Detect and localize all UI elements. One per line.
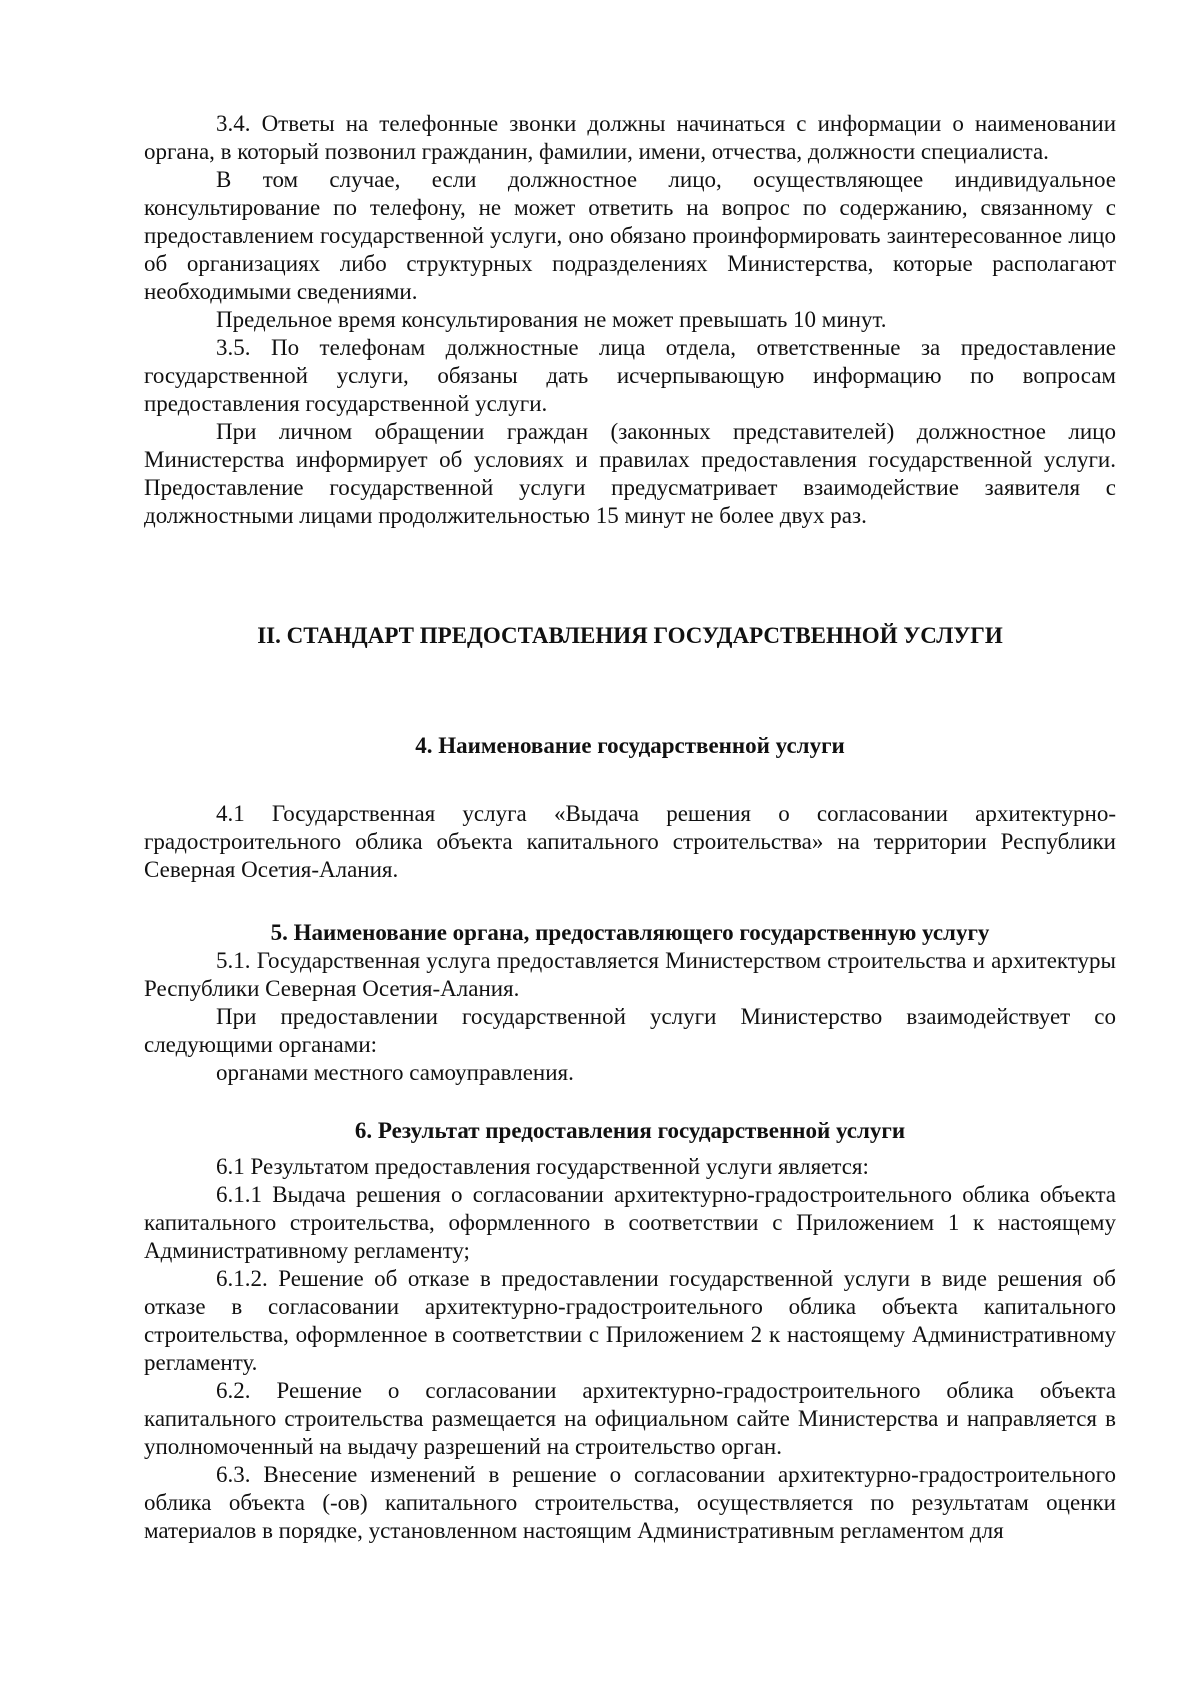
spacer (144, 1145, 1116, 1153)
heading-5: 5. Наименование органа, предоставляющего государственную услугу (270, 920, 990, 945)
spacer (144, 650, 1116, 732)
spacer (144, 530, 1116, 622)
paragraph-3-5: 3.5. По телефонам должностные лица отдела, ответственные за предоставление государственной услуги, обязаны дать исчерпывающую информацию по вопросам предоставления государственной услуги. (144, 335, 1116, 416)
paragraph-6-1: 6.1 Результатом предоставления государственной услуги является: (216, 1154, 869, 1179)
paragraph-personal-visit: При личном обращении граждан (законных представителей) должностное лицо Министерства информирует об условиях и правилах предоставления государственной услуги. Предоставление государственной услуги предусматривает взаимодействие заявителя с должностными лицами продолжительностью 15 минут не более двух раз. (144, 419, 1116, 528)
paragraph-6-1-1: 6.1.1 Выдача решения о согласовании архитектурно-градостроительного облика объекта капитального строительства, оформленного в соответствии с Приложением 1 к настоящему Административному регламенту; (144, 1182, 1116, 1263)
paragraph-case: В том случае, если должностное лицо, осуществляющее индивидуальное консультирование по телефону, не может ответить на вопрос по содержанию, связанному с предоставлением государственной услуги, оно обязано проинформировать заинтересованное лицо об организациях либо структурных подразделениях Министерства, которые располагают необходимыми сведениями. (144, 167, 1116, 304)
paragraph-5-interaction: При предоставлении государственной услуги Министерство взаимодействует со следующими органами: (144, 1004, 1116, 1057)
paragraph-time-limit: Предельное время консультирования не может превышать 10 минут. (216, 307, 887, 332)
paragraph-6-3: 6.3. Внесение изменений в решение о согласовании архитектурно-градостроительного облика объекта (-ов) капитального строительства, осуществляется по результатам оценки материалов в порядке, установленном настоящим Административным регламентом для (144, 1462, 1116, 1543)
paragraph-5-1: 5.1. Государственная услуга предоставляется Министерством строительства и архитектуры Республики Северная Осетия-Алания. (144, 948, 1116, 1001)
spacer (144, 884, 1116, 919)
paragraph-4-1: 4.1 Государственная услуга «Выдача решения о согласовании архитектурно-градостроительного облика объекта капитального строительства» на территории Республики Северная Осетия-Алания. (144, 801, 1116, 882)
document-page (144, 110, 1116, 1545)
paragraph-6-1-2: 6.1.2. Решение об отказе в предоставлении государственной услуги в виде решения об отказе в согласовании архитектурно-градостроительного облика объекта капитального строительства, оформленное в соответствии с Приложением 2 к настоящему Административному регламенту. (144, 1266, 1116, 1375)
heading-6: 6. Результат предоставления государственной услуги (354, 1118, 906, 1143)
paragraph-5-local-government: органами местного самоуправления. (216, 1060, 574, 1085)
section-2-heading: II. СТАНДАРТ ПРЕДОСТАВЛЕНИЯ ГОСУДАРСТВЕННОЙ УСЛУГИ (257, 623, 1003, 648)
spacer (144, 1087, 1116, 1117)
paragraph-6-2: 6.2. Решение о согласовании архитектурно-градостроительного облика объекта капитального строительства размещается на официальном сайте Министерства и направляется в уполномоченный на выдачу разрешений на строительство орган. (144, 1378, 1116, 1459)
paragraph-3-4: 3.4. Ответы на телефонные звонки должны начинаться с информации о наименовании органа, в который позвонил гражданин, фамилии, имени, отчества, должности специалиста. (144, 111, 1116, 164)
spacer (144, 760, 1116, 800)
heading-4: 4. Наименование государственной услуги (415, 733, 845, 758)
